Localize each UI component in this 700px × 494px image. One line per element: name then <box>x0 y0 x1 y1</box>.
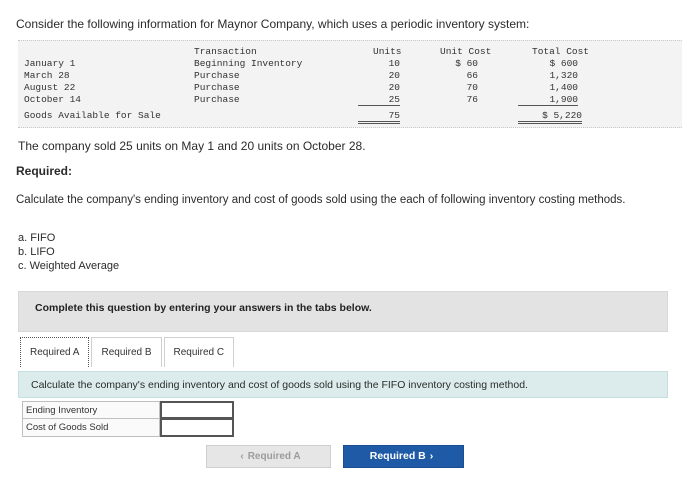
row-unit-cost: 76 <box>466 94 478 105</box>
units-sold-text: The company sold 25 units on May 1 and 20 units on October 28. <box>18 139 366 153</box>
goods-available-units: 75 <box>358 110 400 124</box>
required-heading: Required: <box>16 164 73 178</box>
cost-of-goods-sold-input[interactable] <box>160 419 234 437</box>
row-date: August 22 <box>24 82 76 93</box>
goods-available-total: $ 5,220 <box>518 110 582 124</box>
row-transaction: Purchase <box>194 70 240 81</box>
row-unit-cost: 66 <box>466 70 478 81</box>
row-units: 20 <box>388 70 400 81</box>
row-date: January 1 <box>24 58 76 69</box>
method-lifo: b. LIFO <box>18 246 55 258</box>
method-weighted-average: c. Weighted Average <box>18 260 120 272</box>
row-transaction: Purchase <box>194 94 240 105</box>
header-total-cost: Total Cost <box>532 46 590 57</box>
banner-text: Complete this question by entering your answers in the tabs below. <box>35 302 372 314</box>
next-button-label: Required B <box>369 450 426 462</box>
intro-text: Consider the following information for Maynor Company, which uses a periodic inventory system: <box>16 17 530 31</box>
tab-instruction-bar <box>18 371 668 398</box>
chevron-left-icon: ‹ <box>240 451 244 462</box>
row-total-cost: 1,400 <box>549 82 578 93</box>
goods-available-label: Goods Available for Sale <box>24 110 161 121</box>
instructions-banner <box>18 291 668 332</box>
row-total-cost: 1,320 <box>549 70 578 81</box>
tab-bar <box>20 337 236 367</box>
row-total-cost: 1,900 <box>518 94 578 106</box>
answer-table <box>22 401 234 437</box>
method-fifo: a. FIFO <box>18 232 56 244</box>
row-transaction: Beginning Inventory <box>194 58 303 69</box>
prev-required-a-button[interactable] <box>206 445 331 468</box>
calculate-text: Calculate the company's ending inventory and cost of goods sold using the each of following inventory costing methods. <box>16 194 626 206</box>
tab-instruction-text: Calculate the company's ending inventory and cost of goods sold using the FIFO inventory costing method. <box>31 379 528 391</box>
row-unit-cost: $ 60 <box>455 58 478 69</box>
row-units: 10 <box>388 58 400 69</box>
row-total-cost: $ 600 <box>549 58 578 69</box>
tab-required-b[interactable]: Required B <box>91 337 161 367</box>
row-transaction: Purchase <box>194 82 240 93</box>
row-date: March 28 <box>24 70 70 81</box>
row-unit-cost: 70 <box>466 82 478 93</box>
inventory-table <box>18 40 682 128</box>
answer-row-ending-inventory <box>22 401 234 419</box>
header-transaction: Transaction <box>194 46 257 57</box>
tab-required-a[interactable]: Required A <box>20 337 89 367</box>
header-unit-cost: Unit Cost <box>440 46 492 57</box>
row-date: October 14 <box>24 94 82 105</box>
ending-inventory-label: Ending Inventory <box>22 401 160 419</box>
row-units: 25 <box>358 94 400 106</box>
prev-button-label: Required A <box>247 451 301 462</box>
chevron-right-icon: › <box>429 450 434 462</box>
next-required-b-button[interactable] <box>343 445 464 468</box>
row-units: 20 <box>388 82 400 93</box>
methods-list <box>18 231 119 273</box>
header-units: Units <box>373 46 402 57</box>
answer-row-cogs <box>22 419 234 437</box>
cost-of-goods-sold-label: Cost of Goods Sold <box>22 419 160 437</box>
ending-inventory-input[interactable] <box>160 401 234 419</box>
tab-required-c[interactable]: Required C <box>164 337 235 367</box>
